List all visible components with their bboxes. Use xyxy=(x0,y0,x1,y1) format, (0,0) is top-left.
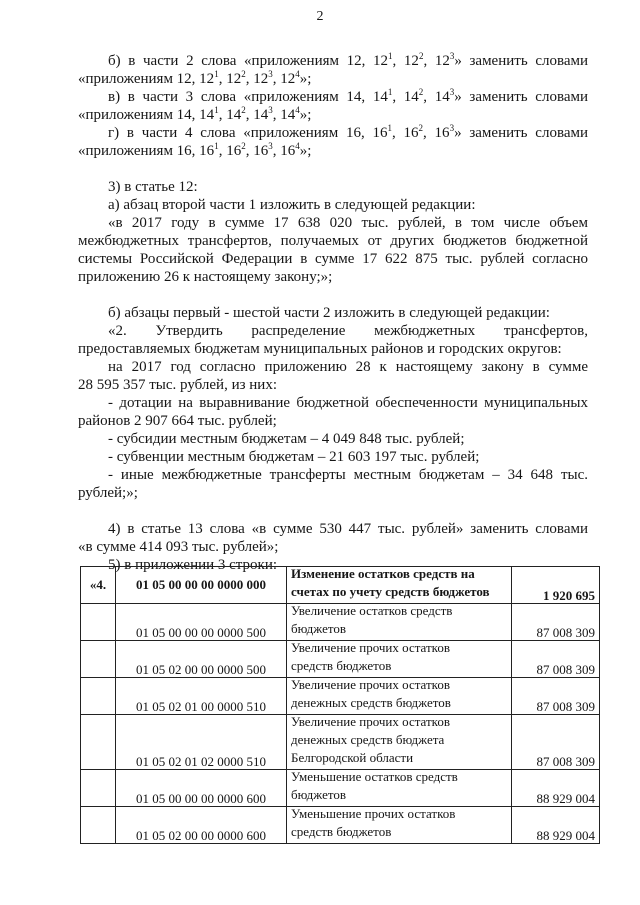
table-row xyxy=(81,770,600,807)
table-header-row xyxy=(81,567,600,604)
appendix-table xyxy=(80,566,600,844)
paragraph-v-line1: в) в части 3 слова «приложениям 14, $14^1$, $14^2$, $14^3$» заменить словами xyxy=(108,87,589,105)
table-value: 1 920 695 xyxy=(512,567,600,604)
paragraph-a-intro: а) абзац второй части 1 изложить в следующей редакции: xyxy=(108,197,476,213)
table-mark: «4. xyxy=(81,567,116,604)
table-code: 01 05 02 00 00 0000 500 xyxy=(116,641,287,678)
table-value: 87 008 309 xyxy=(512,715,600,770)
table-code: 01 05 02 00 00 0000 600 xyxy=(116,807,287,844)
paragraph-v-line2: «приложениям 14, $14^1$, $14^2$, $14^3$, $14^4$»; xyxy=(78,105,312,123)
table-value: 87 008 309 xyxy=(512,604,600,641)
page-number: 2 xyxy=(316,9,324,24)
table-value: 87 008 309 xyxy=(512,641,600,678)
table-row xyxy=(81,807,600,844)
paragraph-b2-line10: рублей;»; xyxy=(78,485,138,501)
table-value: 88 929 004 xyxy=(512,770,600,807)
table-row xyxy=(81,715,600,770)
paragraph-a-line3: системы Российской Федерации в сумме 17 622 875 тыс. рублей согласно xyxy=(78,251,588,267)
paragraph-b2-intro: б) абзацы первый - шестой части 2 изложить в следующей редакции: xyxy=(108,305,550,321)
table-row xyxy=(81,678,600,715)
table-name: Изменение остатков средств на счетах по учету средств бюджетов xyxy=(287,567,512,604)
table-value: 88 929 004 xyxy=(512,807,600,844)
paragraph-g-line1: г) в части 4 слова «приложениям 16, $16^1$, $16^2$, $16^3$» заменить словами xyxy=(108,123,589,141)
paragraph-b2-line1: «2. Утвердить распределение межбюджетных трансфертов, xyxy=(108,323,588,339)
table-code: 01 05 00 00 00 0000 000 xyxy=(116,567,287,604)
table-name: Увеличение прочих остатков денежных средств бюджетов xyxy=(287,678,512,715)
paragraph-a-line4: приложению 26 к настоящему закону;»; xyxy=(78,269,333,285)
paragraph-b2-line5: - дотации на выравнивание бюджетной обеспеченности муниципальных xyxy=(108,395,588,411)
table-code: 01 05 00 00 00 0000 500 xyxy=(116,604,287,641)
article-13-line2: «в сумме 414 093 тыс. рублей»; xyxy=(78,539,279,555)
paragraph-b2-line9: - иные межбюджетные трансферты местным бюджетам – 34 648 тыс. xyxy=(108,467,588,483)
table-code: 01 05 02 01 02 0000 510 xyxy=(116,715,287,770)
table-name: Увеличение прочих остатков денежных средств бюджета Белгородской области xyxy=(287,715,512,770)
paragraph-b-line2: «приложениям 12, $12^1$, $12^2$, $12^3$, $12^4$»; xyxy=(78,69,312,87)
paragraph-b2-line3: на 2017 год согласно приложению 28 к настоящему закону в сумме xyxy=(108,359,588,375)
table-name: Увеличение прочих остатков средств бюджетов xyxy=(287,641,512,678)
paragraph-b2-line8: - субвенции местным бюджетам – 21 603 197 тыс. рублей; xyxy=(108,449,480,465)
table-name: Увеличение остатков средств бюджетов xyxy=(287,604,512,641)
table-row xyxy=(81,641,600,678)
paragraph-b2-line7: - субсидии местным бюджетам – 4 049 848 тыс. рублей; xyxy=(108,431,465,447)
article-13-line1: 4) в статье 13 слова «в сумме 530 447 тыс. рублей» заменить словами xyxy=(108,521,588,537)
paragraph-b-line1: б) в части 2 слова «приложениям 12, $12^1$, $12^2$, $12^3$» заменить словами xyxy=(108,51,589,69)
table-name: Уменьшение остатков средств бюджетов xyxy=(287,770,512,807)
table-code: 01 05 00 00 00 0000 600 xyxy=(116,770,287,807)
paragraph-b2-line4: 28 595 357 тыс. рублей, из них: xyxy=(78,377,277,393)
paragraph-a-line1: «в 2017 году в сумме 17 638 020 тыс. рублей, в том числе объем xyxy=(108,215,588,231)
paragraph-g-line2: «приложениям 16, $16^1$, $16^2$, $16^3$, $16^4$»; xyxy=(78,141,312,159)
paragraph-b2-line6: районов 2 907 664 тыс. рублей; xyxy=(78,413,277,429)
appendix-3-intro: 5) в приложении 3 строки: xyxy=(108,557,278,573)
article-12-heading: 3) в статье 12: xyxy=(108,179,198,195)
paragraph-a-line2: межбюджетных трансфертов, получаемых от других бюджетов бюджетной xyxy=(78,233,588,249)
table-code: 01 05 02 01 00 0000 510 xyxy=(116,678,287,715)
table-row xyxy=(81,604,600,641)
paragraph-b2-line2: предоставляемых бюджетам муниципальных районов и городских округов: xyxy=(78,341,562,357)
table-name: Уменьшение прочих остатков средств бюджетов xyxy=(287,807,512,844)
table-value: 87 008 309 xyxy=(512,678,600,715)
